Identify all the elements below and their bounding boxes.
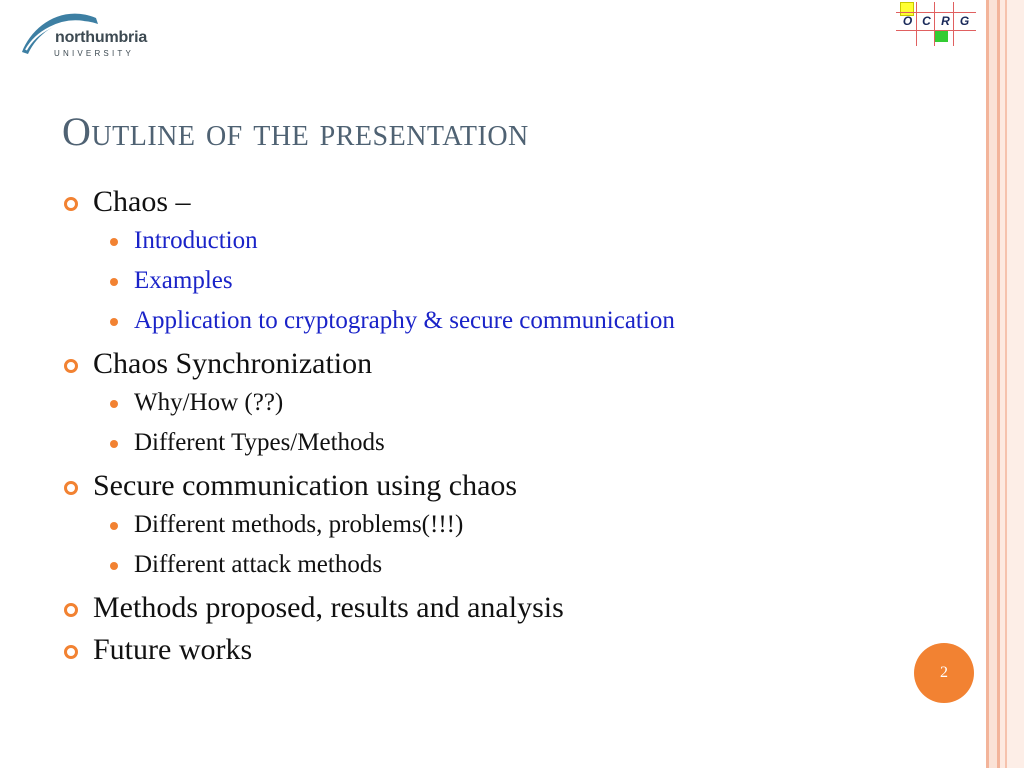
badge-letters [898, 14, 974, 28]
dot-bullet-icon [110, 562, 118, 570]
decorative-stripe [1007, 0, 1024, 768]
sub-item-label: Application to cryptography & secure communication [134, 307, 675, 334]
outline-item-label: Methods proposed, results and analysis [93, 591, 564, 624]
university-logo [18, 6, 168, 62]
outline-item [62, 468, 962, 504]
outline-item [62, 346, 962, 382]
outline-list [62, 184, 962, 674]
logo-name: northumbria [55, 29, 148, 46]
outline-item [62, 632, 962, 668]
sub-list [62, 388, 962, 458]
sub-item-label: Different methods, problems(!!!) [134, 511, 464, 538]
logo-subtitle: UNIVERSITY [54, 49, 135, 58]
slide-number: 2 [914, 643, 974, 703]
sub-item [62, 428, 962, 458]
dot-bullet-icon [110, 318, 118, 326]
ring-bullet-icon [64, 197, 78, 211]
sub-item-label: Examples [134, 267, 233, 294]
outline-item-label: Secure communication using chaos [93, 469, 518, 502]
sub-item-link[interactable] [62, 226, 962, 256]
sub-item-label: Introduction [134, 227, 258, 254]
slide-title: Outline of the presentation [62, 109, 529, 154]
green-square [934, 30, 948, 42]
sub-item-link[interactable] [62, 306, 962, 336]
dot-bullet-icon [110, 400, 118, 408]
outline-item-label: Future works [93, 633, 253, 666]
sub-list [62, 226, 962, 336]
sub-item [62, 510, 962, 540]
sub-item-link[interactable] [62, 266, 962, 296]
ocrg-badge [896, 2, 978, 46]
badge-letter: G [959, 14, 970, 28]
sub-item-label: Why/How (??) [134, 389, 284, 416]
badge-letter: O [902, 14, 913, 28]
sub-list [62, 510, 962, 580]
grid-line [896, 30, 976, 31]
ring-bullet-icon [64, 645, 78, 659]
badge-letter: C [922, 14, 931, 28]
dot-bullet-icon [110, 522, 118, 530]
sub-item [62, 550, 962, 580]
sub-item-label: Different attack methods [134, 551, 383, 578]
ring-bullet-icon [64, 603, 78, 617]
outline-item-label: Chaos Synchronization [93, 347, 373, 380]
outline-item [62, 184, 962, 220]
decorative-stripe [989, 0, 997, 768]
grid-line [896, 12, 976, 13]
outline-item [62, 590, 962, 626]
sub-item-label: Different Types/Methods [134, 429, 385, 456]
dot-bullet-icon [110, 238, 118, 246]
ring-bullet-icon [64, 481, 78, 495]
ring-bullet-icon [64, 359, 78, 373]
sub-item [62, 388, 962, 418]
badge-letter: R [941, 14, 950, 28]
outline-item-label: Chaos – [93, 185, 191, 218]
dot-bullet-icon [110, 278, 118, 286]
dot-bullet-icon [110, 440, 118, 448]
